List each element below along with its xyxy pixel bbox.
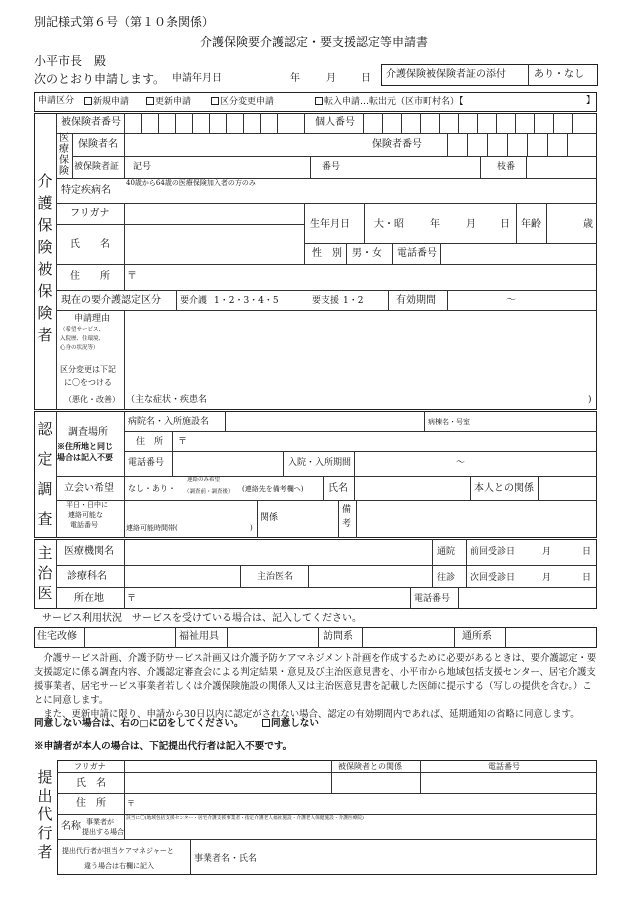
kubun-transfer-label: 転入申請…転出元（区市町村名）【: [324, 97, 464, 107]
apply-day[interactable]: 日: [361, 73, 371, 84]
shien-levels[interactable]: 1・2: [343, 296, 364, 306]
agent-side-label: 提 出 代 行 者: [37, 767, 53, 862]
service-title: サービス利用状況 サービスを受けている場合は、記入してください。: [42, 613, 362, 624]
reason-note-1: 区分変更は下記: [60, 365, 116, 374]
prev-visit-day: 日: [582, 547, 592, 557]
reason-line-2: 入院歴、住環境、: [60, 336, 105, 342]
insured-section: [34, 113, 597, 410]
checkbox-icon: [262, 719, 270, 727]
age-unit: 歳: [583, 219, 593, 230]
next-visit-label: 次回受診日: [470, 573, 516, 583]
kubun-label: 申請区分: [38, 96, 75, 106]
symptom-close: ): [588, 395, 592, 405]
birth-year: 年: [430, 219, 440, 230]
birth-month: 月: [466, 219, 476, 230]
agent-meisho-label: 名称: [61, 821, 81, 832]
kigo-label: 記号: [133, 162, 152, 172]
service-row: [34, 627, 597, 648]
apply-month[interactable]: 月: [326, 73, 336, 84]
biko-label-1: 備: [342, 505, 352, 515]
postal-mark: 〒: [127, 271, 137, 282]
witness-name-label: 氏名: [328, 483, 348, 494]
kubun-new[interactable]: [84, 97, 129, 107]
reason-line-1: （希望サービス、: [60, 327, 105, 333]
form-title: 介護保険要介護認定・要支援認定等申請書: [200, 35, 429, 49]
iryo-side-label: 医 療 保 険: [59, 133, 69, 177]
period-label: 入院・入所期間: [288, 458, 352, 468]
form-number: 別記様式第６号（第１０条関係）: [34, 15, 215, 29]
shien-label: 要支援: [312, 296, 340, 306]
agent-name-label: 氏 名: [76, 778, 106, 789]
contact-time-1: 平日・日中に: [66, 501, 108, 509]
prev-visit-label: 前回受診日: [470, 547, 516, 557]
tokutei-label: 特定疾病名: [61, 185, 111, 196]
symptom-label: （主な症状・疾患名: [126, 395, 208, 405]
consent-paragraph-2: また、更新申請に限り、申請から30日以内に認定がされない場合、認定の有効期間内であれば、延期通知の省略に同意します。: [43, 709, 580, 720]
kubun-close: 】: [586, 96, 596, 106]
agent-furigana-label: フリガナ: [74, 762, 106, 771]
sex-label: 性 別: [312, 248, 342, 259]
valid-tilde: ～: [506, 295, 516, 306]
agent-tel-label: 電話番号: [488, 762, 520, 771]
kubun-change-label: 区分変更申請: [220, 97, 275, 107]
hihoken-no-label: 被保険者番号: [61, 117, 121, 128]
checkbox-icon: [315, 97, 323, 105]
witness-label: 立会い希望: [64, 483, 114, 494]
intro-text: 次のとおり申請します。: [34, 72, 166, 86]
attach-value[interactable]: あり・なし: [534, 69, 584, 80]
service-item-fukushi: 福祉用具: [179, 631, 219, 642]
reason-note-2: に〇をつける: [64, 378, 112, 387]
era-options[interactable]: 大・昭: [374, 219, 404, 230]
next-visit-month: 月: [542, 573, 552, 583]
reason-title: 申請理由: [74, 314, 111, 324]
checkbox-icon: [211, 97, 219, 105]
tsuin-label[interactable]: 通院: [437, 547, 456, 557]
survey-tel-label: 電話番号: [128, 458, 165, 468]
contact-time-2: 連絡可能な: [68, 511, 103, 519]
valid-period-label: 有効期間: [396, 295, 436, 306]
apply-year[interactable]: 年: [290, 73, 300, 84]
contact-time-3: 電話番号: [70, 521, 98, 529]
kubun-new-label: 新規申請: [93, 97, 130, 107]
tel-label: 電話番号: [397, 248, 437, 259]
doctor-tel-label: 電話番号: [414, 594, 451, 604]
ward-label: 病棟名・号室: [428, 418, 470, 426]
disagree-checkbox[interactable]: [262, 719, 319, 729]
agent-note: ※申請者が本人の場合は、下記提出代行者は記入不要です。: [34, 741, 293, 752]
age-label: 年齢: [521, 219, 541, 230]
tokutei-note: 40歳から64歳の医療保険加入者の方のみ: [126, 179, 256, 187]
hokensha-no-label: 保険者番号: [372, 139, 422, 150]
consent-paragraph-1: 介護サービス計画、介護予防サービス計画又は介護予防ケアマネジメント計画を作成するために必要があるときは、要介護認定・要支援認定に係る調査内容、介護認定審査会による判定結果・意見及び主治医意見書を、小平市から地域包括支援センター、居宅介護支援事業者、居宅サービス事業者若しくは介護保険施設の関係人又は主治医意見書を記載した医師に提示する（写しの提供を含む。）ことに同意します。: [34, 653, 597, 706]
place-label: 調査場所: [68, 427, 108, 438]
checkbox-icon: [146, 97, 154, 105]
location-label: 所在地: [74, 593, 104, 604]
hospital-label: 医療機関名: [64, 546, 114, 557]
contact-hours-close: ): [250, 524, 253, 532]
contact-only-2: （調査前・調査後）: [184, 489, 234, 495]
attach-label: 介護保険被保険者証の添付: [386, 69, 506, 80]
relation-label: 本人との関係: [474, 483, 534, 494]
agent-postal: 〒: [127, 799, 135, 808]
next-visit-day: 日: [582, 573, 592, 583]
hokensha-name-label: 保険者名: [78, 139, 118, 150]
agent-cm-note-2: 違う場合は右欄に記入: [84, 862, 154, 870]
contact-only-1: 連絡のみ希望: [187, 477, 221, 483]
witness-options[interactable]: なし・あり・: [128, 484, 176, 493]
hihokensha-sho-label: 被保険者証: [74, 162, 120, 172]
agent-cm-note-1: 提出代行者が担当ケアマネジャーと: [62, 847, 174, 855]
bango-label: 番号: [322, 162, 341, 172]
agent-jigyosha-label: 事業者名・氏名: [194, 854, 258, 864]
address-label: 住 所: [70, 271, 110, 282]
nintei-side-label: 認 定 調 査: [37, 419, 53, 528]
edaban-label: 枝番: [497, 162, 516, 172]
prev-visit-month: 月: [542, 547, 552, 557]
service-item-homon: 訪問系: [323, 631, 353, 642]
kaigo-label: 要介護: [180, 296, 208, 306]
oushin-label[interactable]: 往診: [437, 573, 456, 583]
current-level-label: 現在の要介護認定区分: [61, 295, 161, 306]
reason-options[interactable]: （悪化・改善）: [64, 395, 120, 404]
agent-meisho-sub-1: 事業者が: [86, 818, 114, 826]
service-item-tsusho: 通所系: [462, 631, 492, 642]
contact-note: (連絡先を備考欄へ): [242, 485, 304, 493]
insured-side-label: 介 護 保 険 被 保 険 者: [37, 171, 53, 344]
sex-options[interactable]: 男・女: [352, 248, 382, 259]
checkbox-icon: [84, 97, 92, 105]
furigana-label: フリガナ: [70, 208, 110, 219]
consent-paragraph-3: 同意しない場合は、右の□に☑をしてください。: [34, 718, 244, 729]
period-tilde: ～: [456, 458, 466, 468]
kankei-label: 関係: [260, 513, 279, 523]
doctor-side-label: 主 治 医: [37, 543, 53, 602]
facility-label: 病院名・入所施設名: [128, 417, 210, 427]
location-postal: 〒: [127, 594, 137, 604]
birth-day: 日: [500, 219, 510, 230]
doctor-name-label: 主治医名: [257, 572, 294, 582]
agent-address-label: 住 所: [76, 798, 106, 809]
agent-relation-label: 被保険者との関係: [338, 762, 402, 771]
biko-label-2: 考: [342, 519, 352, 529]
kojin-no-label: 個人番号: [315, 117, 355, 128]
reason-line-3: 心身の状況等）: [60, 345, 99, 351]
kubun-renew[interactable]: [146, 97, 191, 107]
service-item-jutaku: 住宅改修: [37, 631, 77, 642]
place-note-2: 場合は記入不要: [57, 452, 113, 462]
addressee: 小平市長 殿: [34, 54, 107, 68]
agent-meisho-sub-2: 提出する場合: [82, 828, 124, 836]
agent-check-note: 該当に〇(地域包括支援センター・居宅介護支援事業者・指定介護老人福祉施設・介護老人保健施設・介護医療院): [126, 816, 364, 821]
apply-date-label: 申請年月日: [172, 73, 222, 84]
name-label: 氏 名: [70, 239, 110, 250]
kaigo-levels[interactable]: 1・2・3・4・5: [214, 296, 279, 306]
dept-label: 診療科名: [67, 571, 107, 582]
survey-address-label: 住 所: [136, 437, 164, 447]
kubun-renew-label: 更新申請: [155, 97, 192, 107]
disagree-label: 同意しない: [271, 718, 319, 729]
place-note-1: ※住所地と同じ: [57, 441, 113, 451]
contact-hours: 連絡可能時間帯(: [126, 524, 178, 532]
survey-postal: 〒: [178, 437, 188, 447]
kubun-change[interactable]: [211, 97, 274, 107]
birth-label: 生年月日: [310, 219, 350, 230]
kubun-transfer[interactable]: [315, 97, 464, 107]
